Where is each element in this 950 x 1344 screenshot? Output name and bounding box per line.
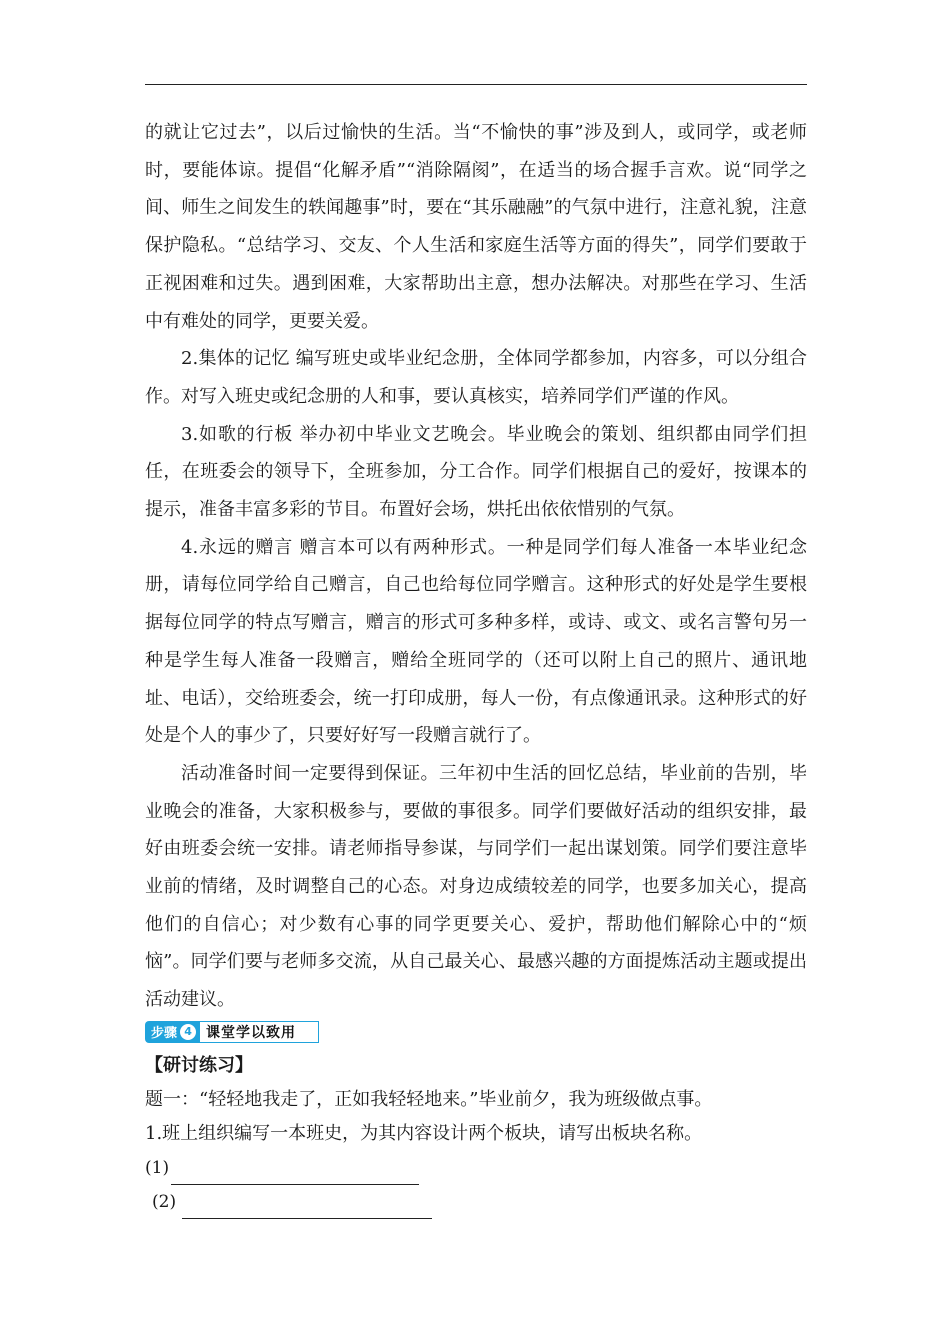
answer-row-2 — [145, 1185, 807, 1219]
exercise-heading: 【研讨练习】 — [145, 1054, 253, 1076]
exercise-item-1: 1.班上组织编写一本班史，为其内容设计两个板块，请写出板块名称。 — [145, 1122, 703, 1144]
step-number-badge: 4 — [180, 1024, 196, 1040]
answer-row-1 — [145, 1151, 807, 1185]
paragraph-1: 的就让它过去”，以后过愉快的生活。当“不愉快的事”涉及到人，或同学，或老师时，要能体谅。提倡“化解矛盾”“消除隔阂”，在适当的场合握手言欢。说“同学之间、师生之间发生的轶闻趣事”时，要在“其乐融融”的气氛中进行，注意礼貌，注意保护隐私。“总结学习、交友、个人生活和家庭生活等方面的得失”，同学们要敢于正视困难和过失。遇到困难，大家帮助出主意，想办法解决。对那些在学习、生活中有难处的同学，更要关爱。 — [145, 122, 807, 332]
exercise-question: 题一：“轻轻地我走了，正如我轻轻地来。”毕业前夕，我为班级做点事。 — [145, 1088, 713, 1110]
paragraph-3: 3.如歌的行板 举办初中毕业文艺晚会。毕业晚会的策划、组织都由同学们担任，在班委会的领导下，全班参加，分工合作。同学们根据自己的爱好，按课本的提示，准备丰富多彩的节目。布置好会场，烘托出依依惜别的气氛。 — [145, 423, 807, 521]
header-rule — [145, 84, 807, 85]
paragraph-5: 活动准备时间一定要得到保证。三年初中生活的回忆总结，毕业前的告别，毕业晚会的准备，大家积极参与，要做的事很多。同学们要做好活动的组织安排，最好由班委会统一安排。请老师指导参谋，与同学们一起出谋划策。同学们要注意毕业前的情绪，及时调整自己的心态。对身边成绩较差的同学，也要多加关心，提高他们的自信心；对少数有心事的同学更要关心、爱护，帮助他们解除心中的“烦恼”。同学们要与老师多交流，从自己最关心、最感兴趣的方面提炼活动主题或提出活动建议。 — [145, 762, 807, 1011]
step-title: 课堂学以致用 — [200, 1021, 319, 1043]
paragraph-2: 2.集体的记忆 编写班史或毕业纪念册，全体同学都参加，内容多，可以分组合作。对写入班史或纪念册的人和事，要认真核实，培养同学们严谨的作风。 — [145, 348, 807, 407]
document-body — [145, 114, 807, 1219]
step-banner — [145, 1021, 319, 1043]
answer-blank-2[interactable] — [182, 1196, 432, 1219]
answer-blank-1[interactable] — [171, 1162, 419, 1185]
step-label-box — [145, 1021, 200, 1043]
answer-label-2: (2) — [152, 1191, 177, 1212]
answer-label-1: (1) — [145, 1157, 170, 1178]
exercise-section — [145, 1049, 807, 1219]
step-label: 步骤 — [151, 1026, 178, 1042]
paragraph-4: 4.永远的赠言 赠言本可以有两种形式。一种是同学们每人准备一本毕业纪念册，请每位同学给自己赠言，自己也给每位同学赠言。这种形式的好处是学生要根据每位同学的特点写赠言，赠言的形式可多种多样，或诗、或文、或名言警句另一种是学生每人准备一段赠言，赠给全班同学的（还可以附上自己的照片、通讯地址、电话），交给班委会，统一打印成册，每人一份，有点像通讯录。这种形式的好处是个人的事少了，只要好好写一段赠言就行了。 — [145, 536, 807, 747]
